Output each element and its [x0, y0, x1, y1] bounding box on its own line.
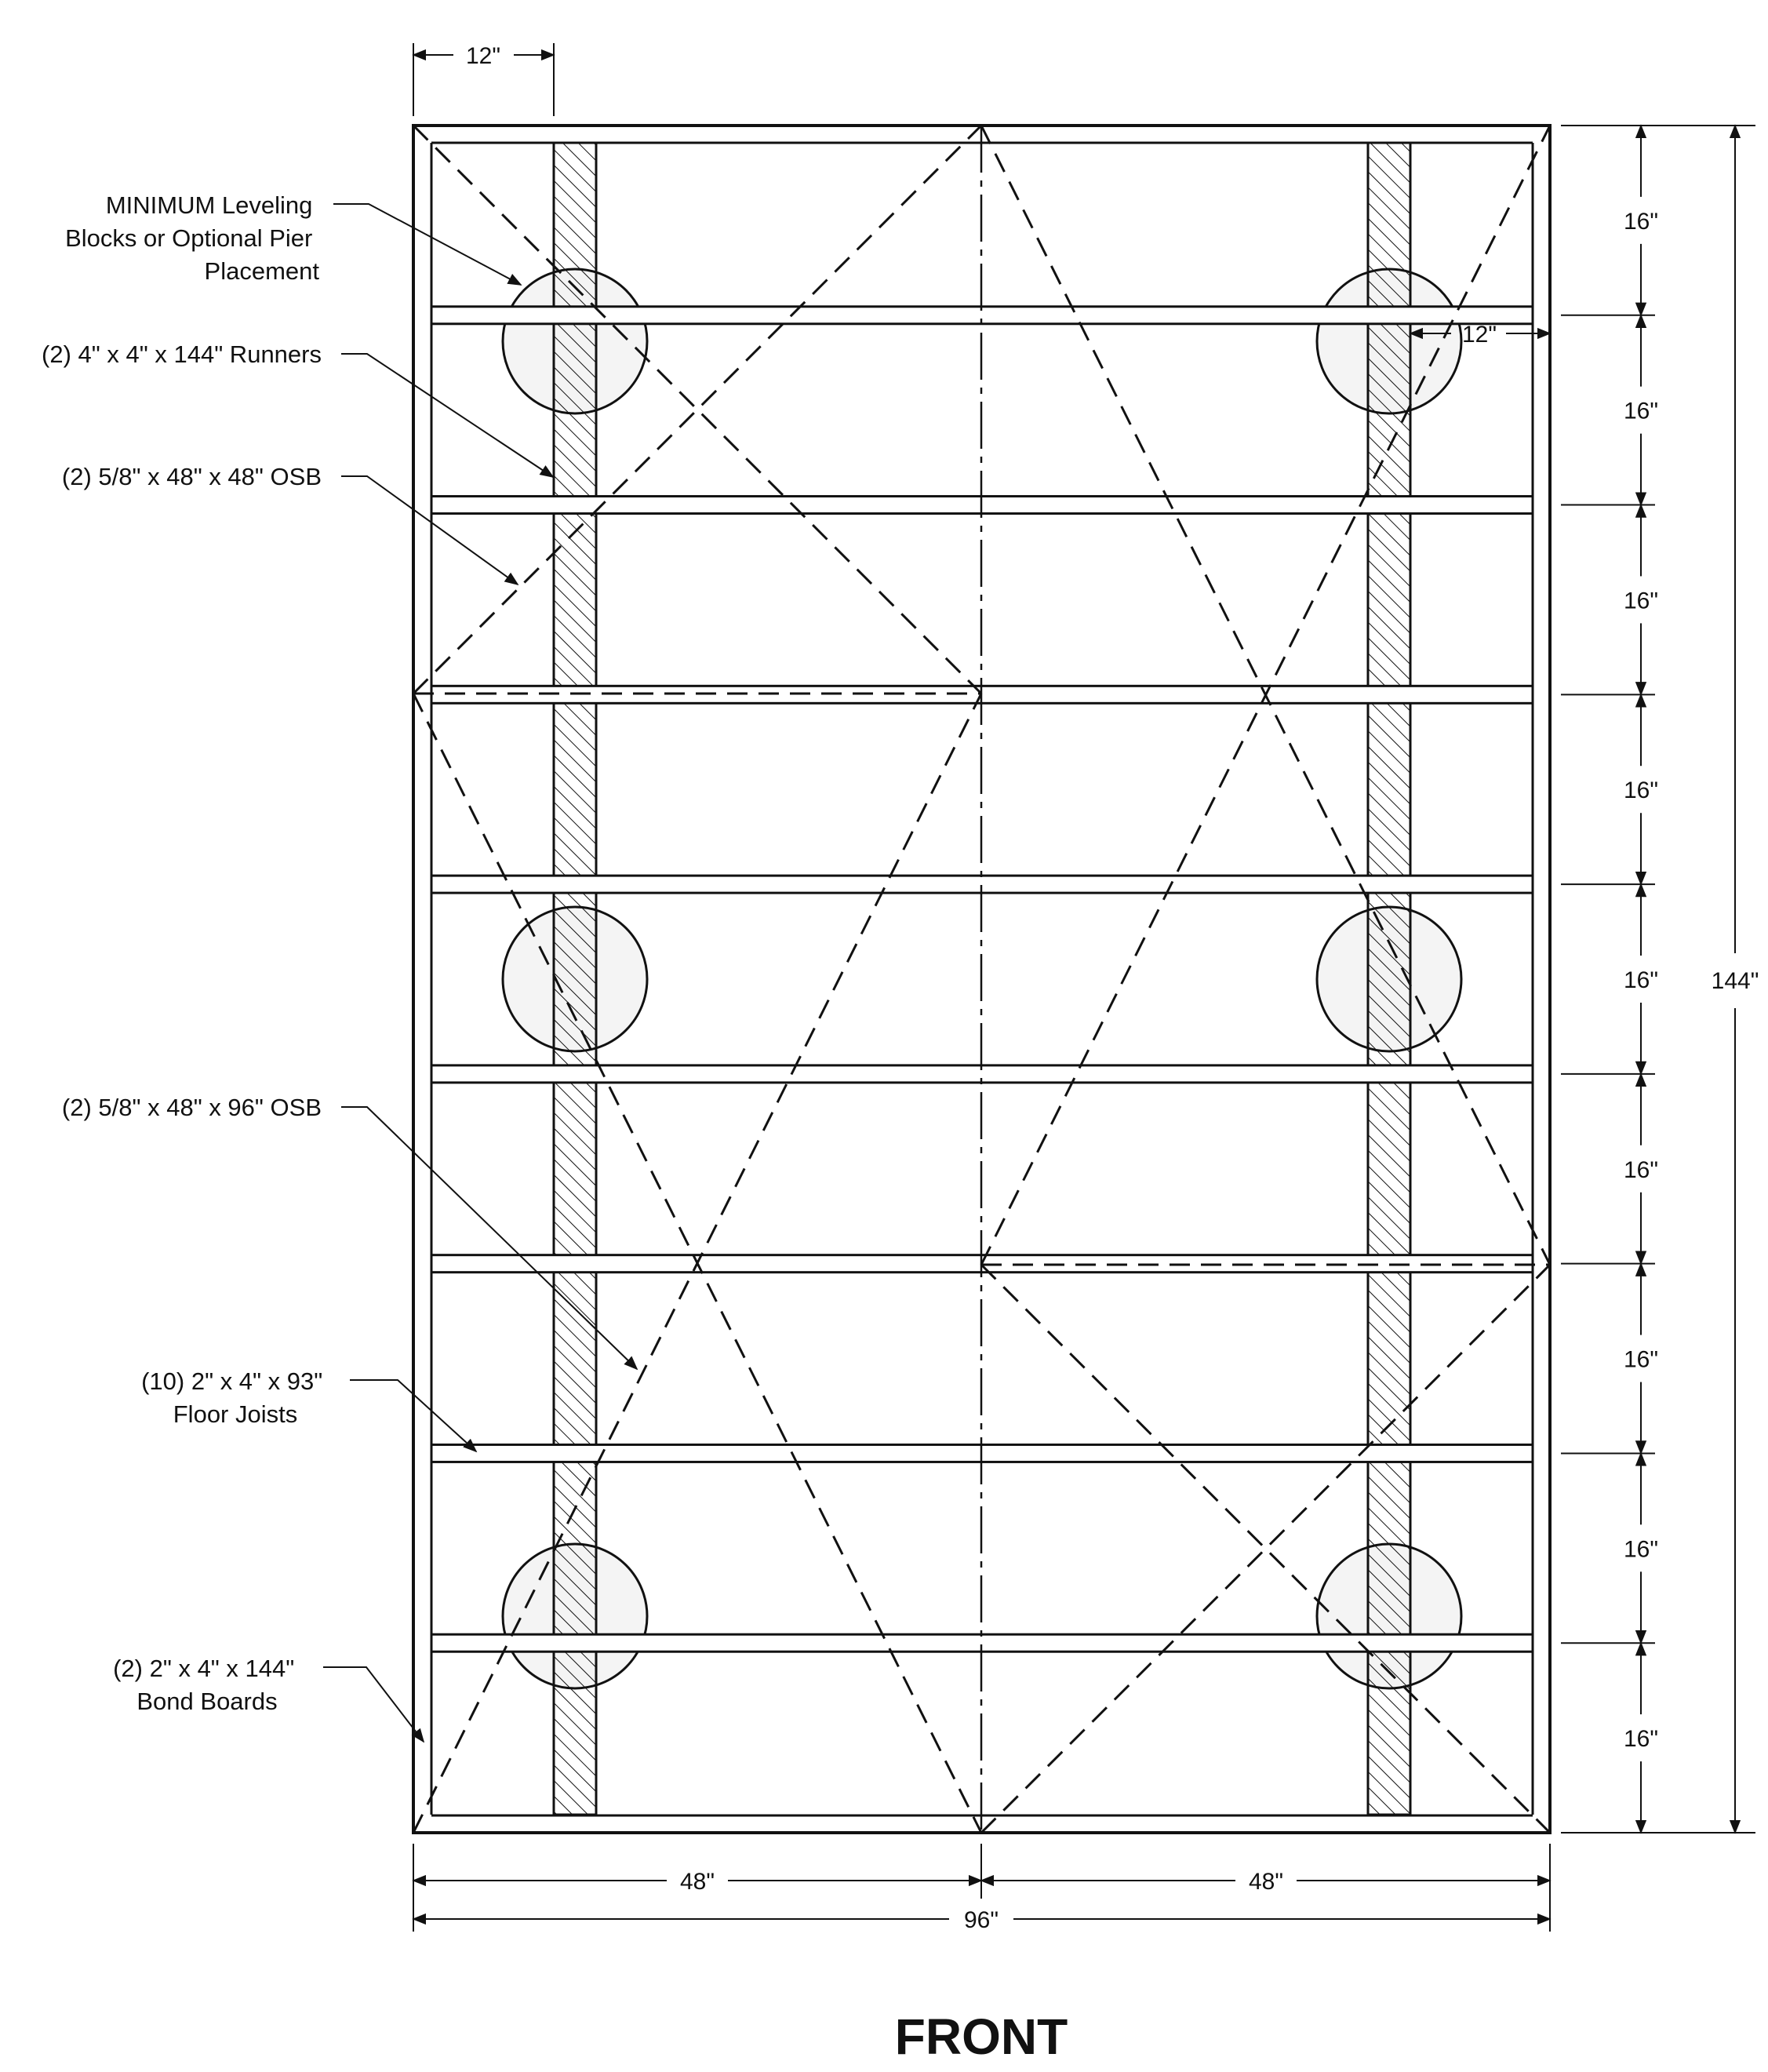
joist-spacing-label: 16" [1623, 1156, 1659, 1183]
runner-right [1368, 143, 1410, 1815]
callout-runners: (2) 4" x 4" x 144" Runners [42, 340, 322, 368]
osb-diagonal [413, 126, 981, 694]
leader-osb-48 [341, 476, 518, 584]
dim-half-width-right-label: 48" [1248, 1869, 1284, 1895]
leader-leveling-blocks [333, 204, 521, 285]
osb-diagonal [413, 126, 981, 694]
joist-spacing-dimensions [1561, 126, 1658, 1833]
runner-left [554, 143, 596, 1815]
callout-bond-boards [113, 1655, 301, 1715]
joist-spacing-label: 16" [1623, 588, 1659, 614]
dim-runner-offset-right-label: 12" [1461, 322, 1497, 348]
leader-bond-boards [323, 1667, 424, 1742]
callout-leveling-blocks [65, 191, 319, 285]
joist-spacing-label: 16" [1623, 208, 1659, 235]
callout-bond-boards-line-2: Bond Boards [136, 1688, 278, 1715]
dim-overall-length [1561, 126, 1759, 1833]
joist-spacing-label: 16" [1623, 1536, 1659, 1563]
dim-runner-offset-top [413, 43, 554, 116]
drawing-title: FRONT [894, 2008, 1068, 2065]
callout-leveling-blocks-line-3: Placement [204, 257, 319, 285]
callout-floor-joists-line-1: (10) 2" x 4" x 93" [141, 1367, 323, 1395]
dim-width [413, 1844, 1550, 1933]
dim-runner-offset-top-label: 12" [465, 43, 501, 69]
callout-leveling-blocks-line-2: Blocks or Optional Pier [65, 224, 313, 252]
callout-osb-48: (2) 5/8" x 48" x 48" OSB [61, 463, 322, 490]
osb-diagonal [981, 1265, 1550, 1833]
joist-spacing-label: 16" [1623, 1726, 1659, 1753]
joist-spacing-label: 16" [1623, 777, 1659, 804]
dim-overall-length-label: 144" [1711, 968, 1759, 994]
callout-floor-joists [141, 1367, 329, 1428]
dim-half-width-left-label: 48" [679, 1869, 715, 1895]
callout-floor-joists-line-2: Floor Joists [173, 1400, 298, 1428]
callout-leveling-blocks-line-1: MINIMUM Leveling [105, 191, 313, 219]
dim-overall-width-label: 96" [963, 1907, 999, 1933]
joist-spacing-label: 16" [1623, 967, 1659, 993]
joist-spacing-label: 16" [1623, 398, 1659, 424]
osb-diagonal [981, 1265, 1550, 1833]
callout-osb-96: (2) 5/8" x 48" x 96" OSB [61, 1094, 322, 1121]
joist-spacing-label: 16" [1623, 1346, 1659, 1373]
callout-bond-boards-line-1: (2) 2" x 4" x 144" [113, 1655, 295, 1682]
